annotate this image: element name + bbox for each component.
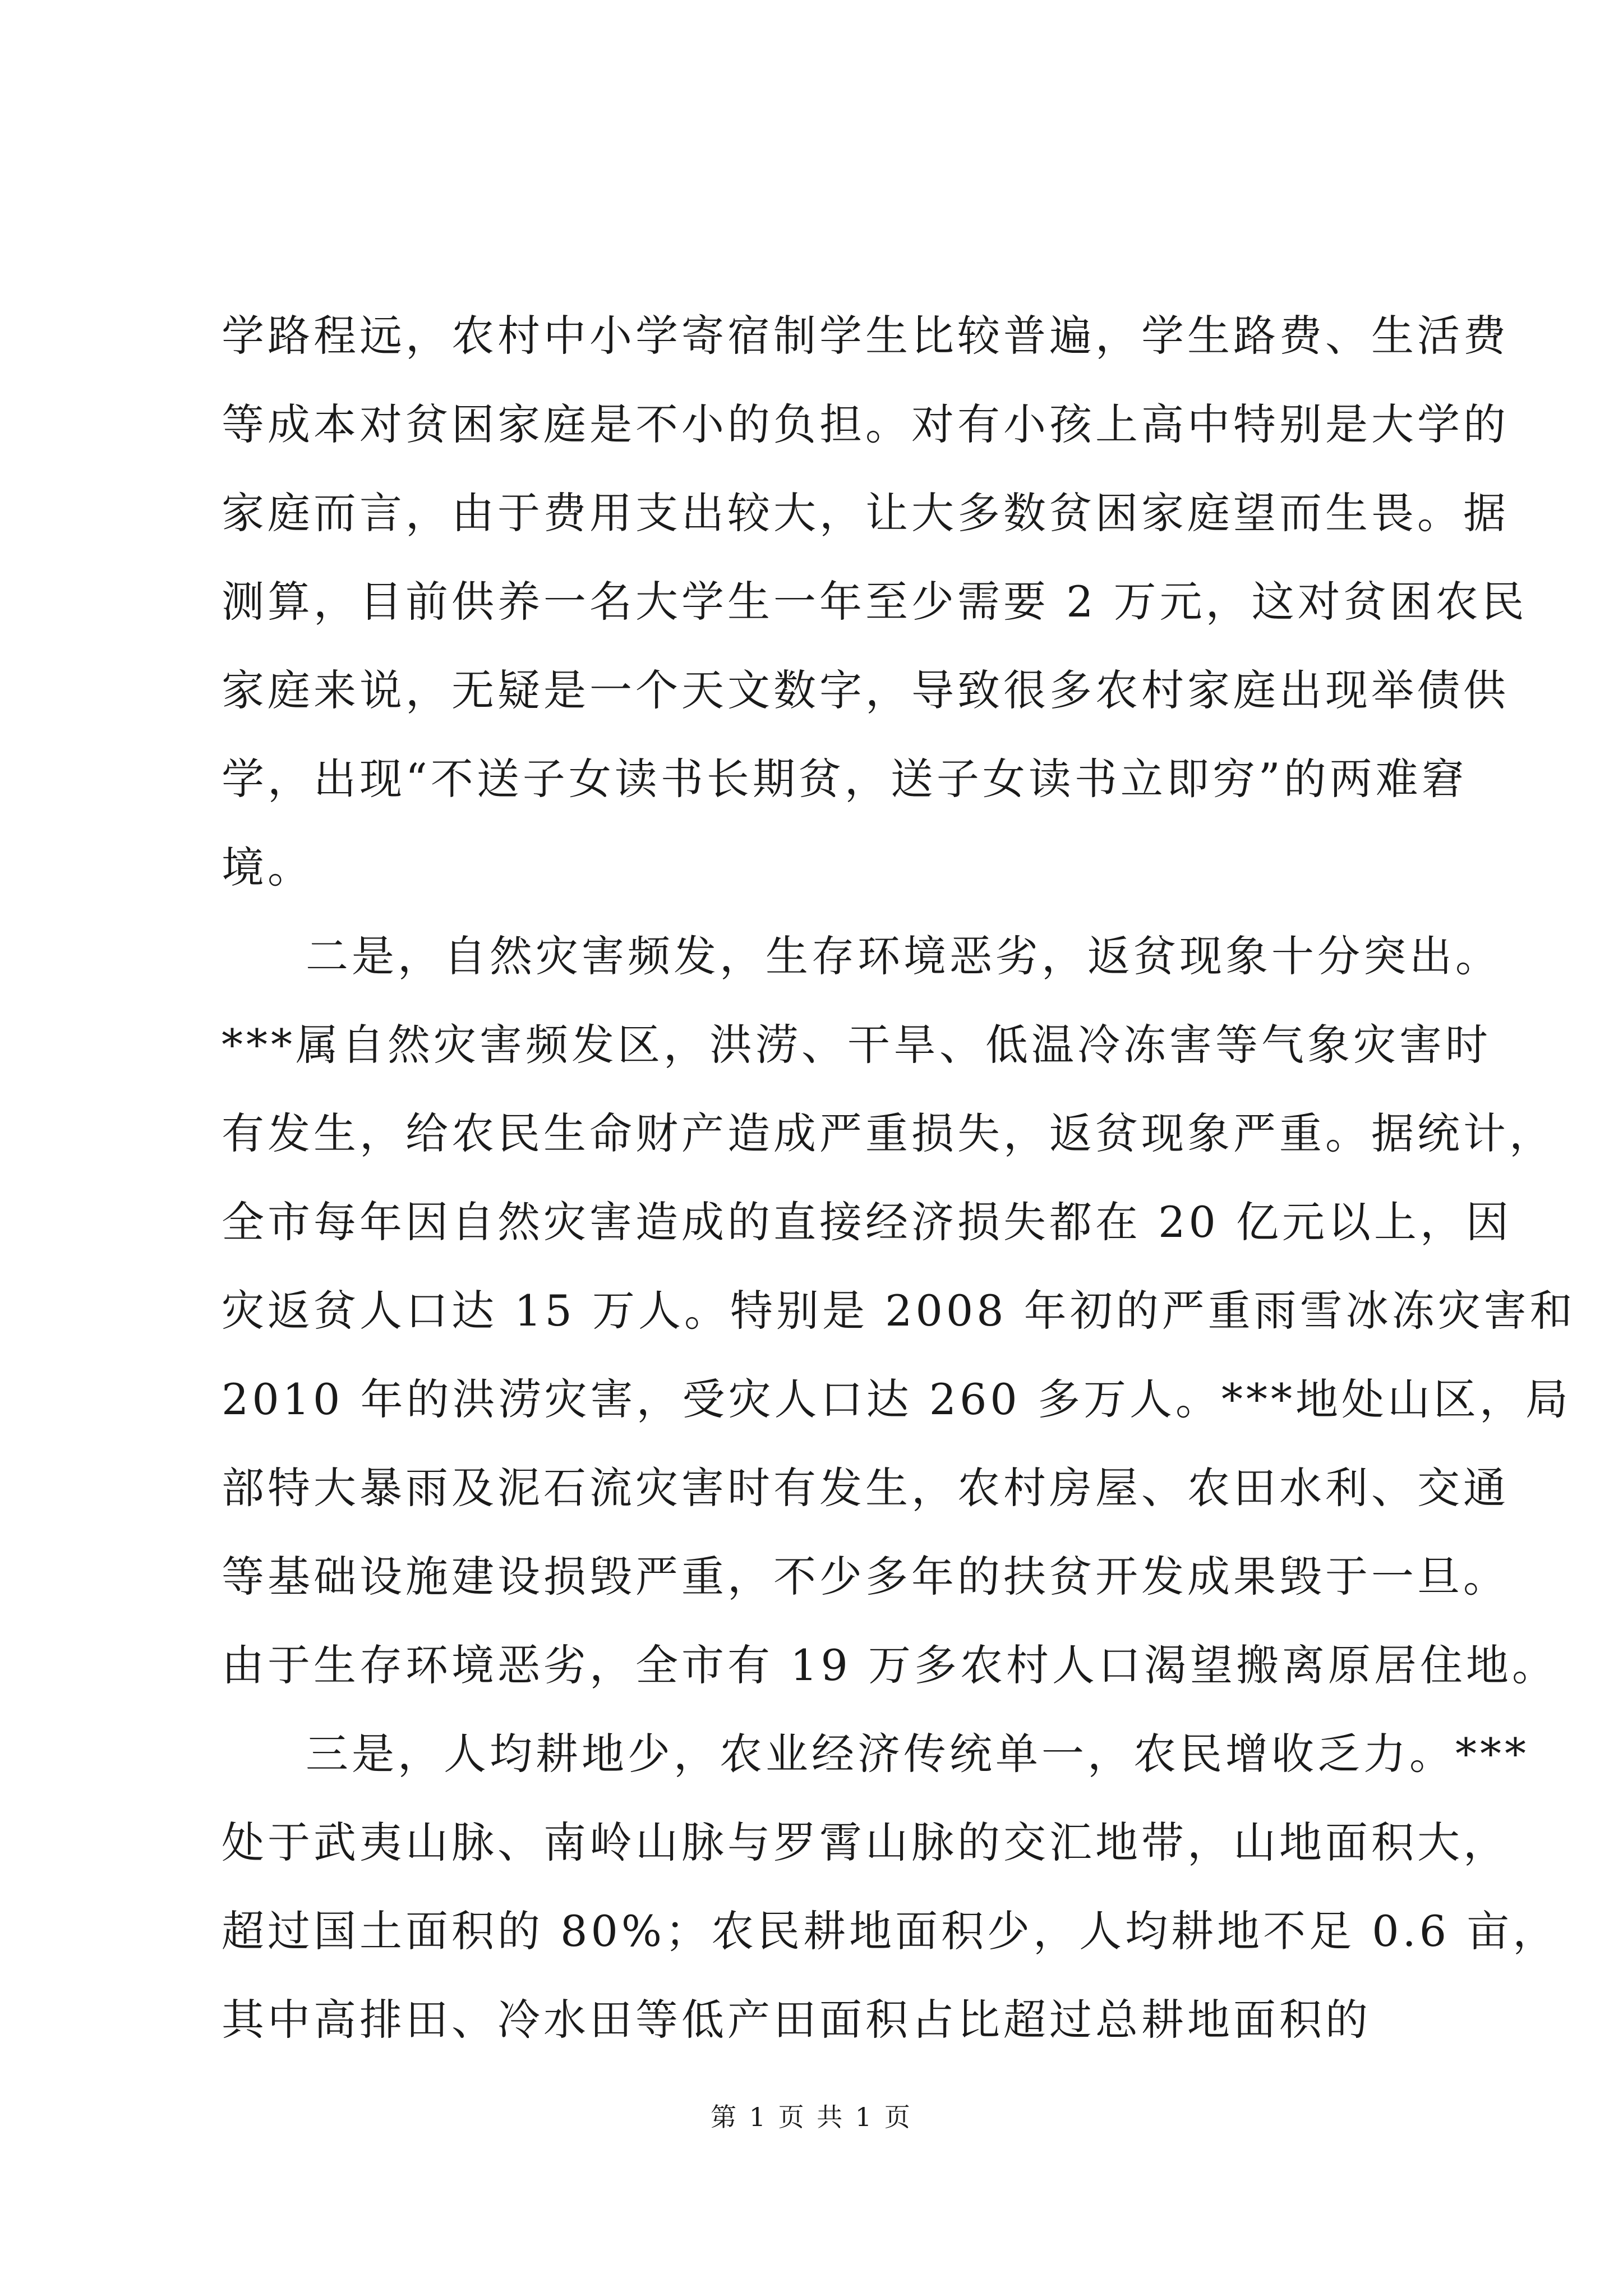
text-line: 家庭而言，由于费用支出较大，让大多数贫困家庭望而生畏。据	[222, 488, 1509, 538]
text-line: 境。	[222, 843, 313, 892]
text-line: 超过国土面积的 80%；农民耕地面积少，人均耕地不足 0.6 亩，	[222, 1906, 1559, 1956]
text-line: 家庭来说，无疑是一个天文数字，导致很多农村家庭出现举债供	[222, 665, 1509, 715]
paragraph-start-line: 二是，自然灾害频发，生存环境恶劣，返贫现象十分突出。	[306, 931, 1501, 981]
text-line: 全市每年因自然灾害造成的直接经济损失都在 20 亿元以上，因	[222, 1197, 1513, 1247]
text-line: 由于生存环境恶劣，全市有 19 万多农村人口渴望搬离原居住地。	[222, 1640, 1559, 1690]
paragraph-start-line: 三是，人均耕地少，农业经济传统单一，农民增收乏力。***	[306, 1729, 1529, 1779]
text-line: 2010 年的洪涝灾害，受灾人口达 260 多万人。***地处山区，局	[222, 1374, 1571, 1424]
document-body	[222, 292, 1576, 2064]
text-line: 部特大暴雨及泥石流灾害时有发生，农村房屋、农田水利、交通	[222, 1463, 1509, 1513]
text-line: 其中高排田、冷水田等低产田面积占比超过总耕地面积的	[222, 1995, 1371, 2045]
text-line: 等基础设施建设损毁严重，不少多年的扶贫开发成果毁于一旦。	[222, 1552, 1509, 1602]
text-line: 灾返贫人口达 15 万人。特别是 2008 年初的严重雨雪冰冻灾害和	[222, 1286, 1576, 1336]
text-line: 学路程远，农村中小学寄宿制学生比较普遍，学生路费、生活费	[222, 311, 1509, 361]
text-line: 学，出现“不送子女读书长期贫，送子女读书立即穷”的两难窘	[222, 754, 1468, 804]
text-line: ***属自然灾害频发区，洪涝、干旱、低温冷冻害等气象灾害时	[222, 1020, 1491, 1070]
page-footer: 第 1 页 共 1 页	[711, 2102, 912, 2132]
text-line: 测算，目前供养一名大学生一年至少需要 2 万元，这对贫困农民	[222, 577, 1528, 627]
text-line: 有发生，给农民生命财产造成严重损失，返贫现象严重。据统计，	[222, 1108, 1555, 1158]
text-line: 等成本对贫困家庭是不小的负担。对有小孩上高中特别是大学的	[222, 399, 1509, 449]
text-line: 处于武夷山脉、南岭山脉与罗霄山脉的交汇地带，山地面积大，	[222, 1818, 1509, 1867]
